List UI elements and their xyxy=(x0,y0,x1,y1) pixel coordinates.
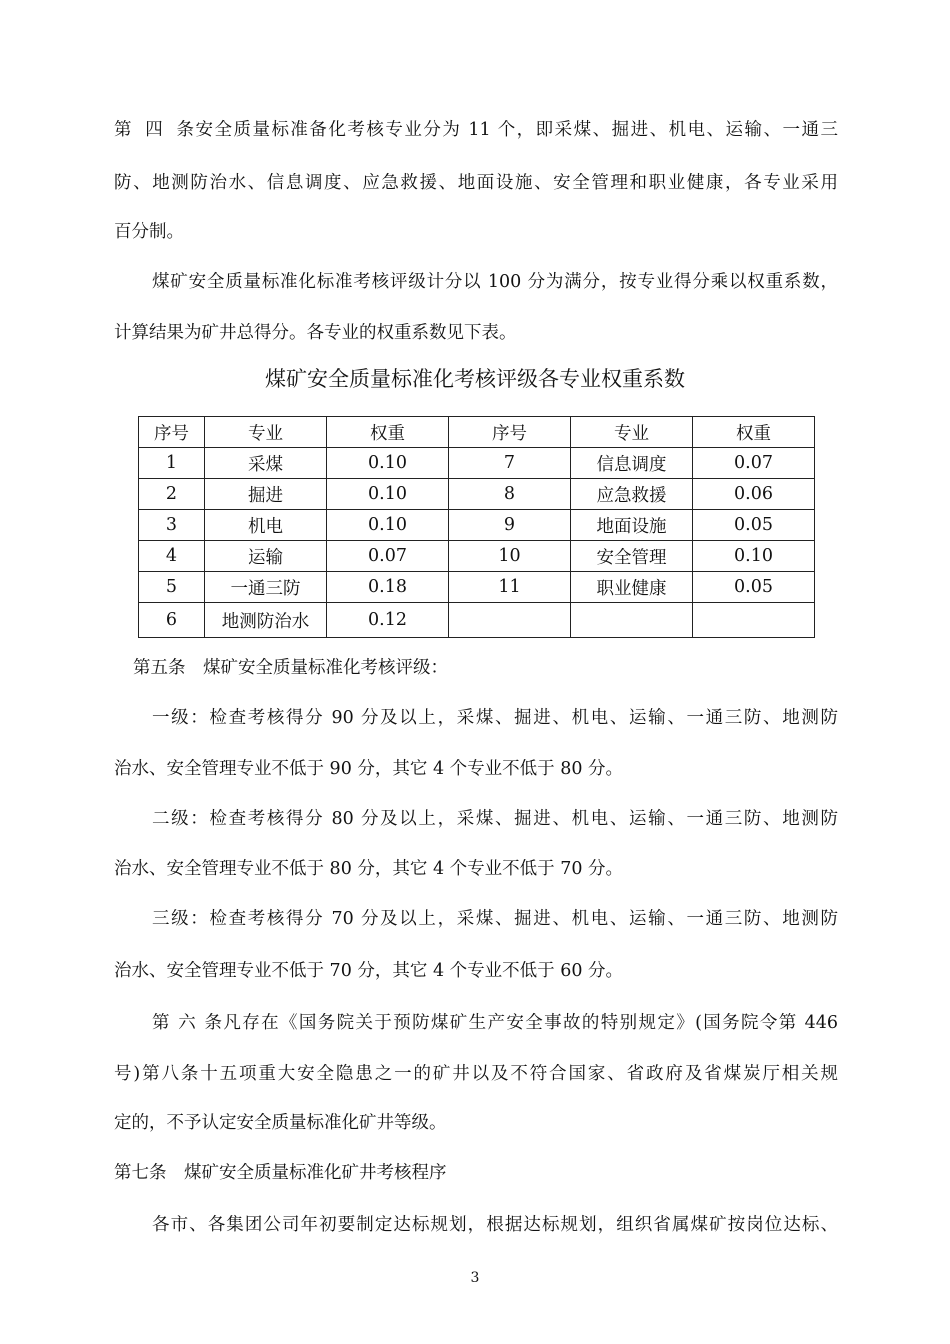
table-cell: 4 xyxy=(139,541,205,572)
art7-line-1: 各市、各集团公司年初要制定达标规划，根据达标规划，组织省属煤矿按岗位达标、 xyxy=(152,1215,838,1235)
table-title: 煤矿安全质量标准化考核评级各专业权重系数 xyxy=(265,367,685,391)
table-cell xyxy=(571,603,693,638)
table-header-row xyxy=(139,417,815,448)
table-cell: 安全管理 xyxy=(571,541,693,572)
table-cell: 5 xyxy=(139,572,205,603)
table-cell: 0.10 xyxy=(693,541,815,572)
art6-line-2: 号)第八条十五项重大安全隐患之一的矿井以及不符合国家、省政府及省煤炭厅相关规 xyxy=(114,1064,838,1084)
table-cell: 机电 xyxy=(205,510,327,541)
art4-line-3: 百分制。 xyxy=(114,222,184,242)
art7-label: 第七条 xyxy=(114,1163,167,1183)
table-cell xyxy=(693,603,815,638)
table-cell: 3 xyxy=(139,510,205,541)
art5-level1-line-2: 治水、安全管理专业不低于 90 分，其它 4 个专业不低于 80 分。 xyxy=(114,759,624,779)
table-row xyxy=(139,572,815,603)
table-cell: 0.18 xyxy=(327,572,449,603)
table-cell: 0.12 xyxy=(327,603,449,638)
page-number: 3 xyxy=(470,1270,480,1286)
table-cell: 掘进 xyxy=(205,479,327,510)
table-cell: 采煤 xyxy=(205,448,327,479)
table-cell: 0.07 xyxy=(693,448,815,479)
table-cell: 0.10 xyxy=(327,479,449,510)
table-row xyxy=(139,479,815,510)
art4-line-1: 第四条安全质量标准备化考核专业分为 11 个，即采煤、掘进、机电、运输、一通三 xyxy=(114,120,838,140)
header-cell: 权重 xyxy=(327,417,449,448)
table-row xyxy=(139,541,815,572)
art4-label: 第四条 xyxy=(114,120,194,140)
art6-line-3: 定的，不予认定安全质量标准化矿井等级。 xyxy=(114,1113,447,1133)
table-cell: 0.10 xyxy=(327,448,449,479)
art4-para2-line-2: 计算结果为矿井总得分。各专业的权重系数见下表。 xyxy=(114,323,517,343)
art5-heading: 第五条 煤矿安全质量标准化考核评级： xyxy=(133,658,448,678)
table-cell: 运输 xyxy=(205,541,327,572)
art4-para2-line-1: 煤矿安全质量标准化标准考核评级计分以 100 分为满分，按专业得分乘以权重系数， xyxy=(152,272,838,292)
table-cell: 信息调度 xyxy=(571,448,693,479)
table-cell: 地测防治水 xyxy=(205,603,327,638)
header-cell: 专业 xyxy=(571,417,693,448)
header-cell: 权重 xyxy=(693,417,815,448)
art5-level3-line-1: 三级：检查考核得分 70 分及以上，采煤、掘进、机电、运输、一通三防、地测防 xyxy=(152,909,838,929)
art6-line-1: 第六条凡存在《国务院关于预防煤矿生产安全事故的特别规定》(国务院令第 446 xyxy=(152,1013,838,1033)
art7-heading: 第七条 煤矿安全质量标准化矿井考核程序 xyxy=(114,1163,447,1183)
table-cell xyxy=(449,603,571,638)
art5-level3-line-2: 治水、安全管理专业不低于 70 分，其它 4 个专业不低于 60 分。 xyxy=(114,961,624,981)
art5-level2-line-2: 治水、安全管理专业不低于 80 分，其它 4 个专业不低于 70 分。 xyxy=(114,859,624,879)
table-cell: 7 xyxy=(449,448,571,479)
table-cell: 职业健康 xyxy=(571,572,693,603)
table-row xyxy=(139,510,815,541)
table-cell: 0.07 xyxy=(327,541,449,572)
weights-table xyxy=(138,416,815,638)
table-cell: 0.06 xyxy=(693,479,815,510)
table-cell: 8 xyxy=(449,479,571,510)
header-cell: 序号 xyxy=(449,417,571,448)
art5-level1-line-1: 一级：检查考核得分 90 分及以上，采煤、掘进、机电、运输、一通三防、地测防 xyxy=(152,708,838,728)
table-cell: 6 xyxy=(139,603,205,638)
table-cell: 0.10 xyxy=(327,510,449,541)
table-cell: 9 xyxy=(449,510,571,541)
art5-level2-line-1: 二级：检查考核得分 80 分及以上，采煤、掘进、机电、运输、一通三防、地测防 xyxy=(152,809,838,829)
header-cell: 专业 xyxy=(205,417,327,448)
art4-line-2: 防、地测防治水、信息调度、应急救援、地面设施、安全管理和职业健康，各专业采用 xyxy=(114,173,838,193)
header-cell: 序号 xyxy=(139,417,205,448)
table-cell: 1 xyxy=(139,448,205,479)
table-cell: 11 xyxy=(449,572,571,603)
table-cell: 一通三防 xyxy=(205,572,327,603)
table-cell: 10 xyxy=(449,541,571,572)
table-cell: 地面设施 xyxy=(571,510,693,541)
table-row xyxy=(139,603,815,638)
table-row xyxy=(139,448,815,479)
table-cell: 0.05 xyxy=(693,510,815,541)
table-cell: 2 xyxy=(139,479,205,510)
art6-label: 第六条 xyxy=(152,1013,222,1033)
art5-label: 第五条 xyxy=(133,658,186,678)
table-cell: 应急救援 xyxy=(571,479,693,510)
table-cell: 0.05 xyxy=(693,572,815,603)
